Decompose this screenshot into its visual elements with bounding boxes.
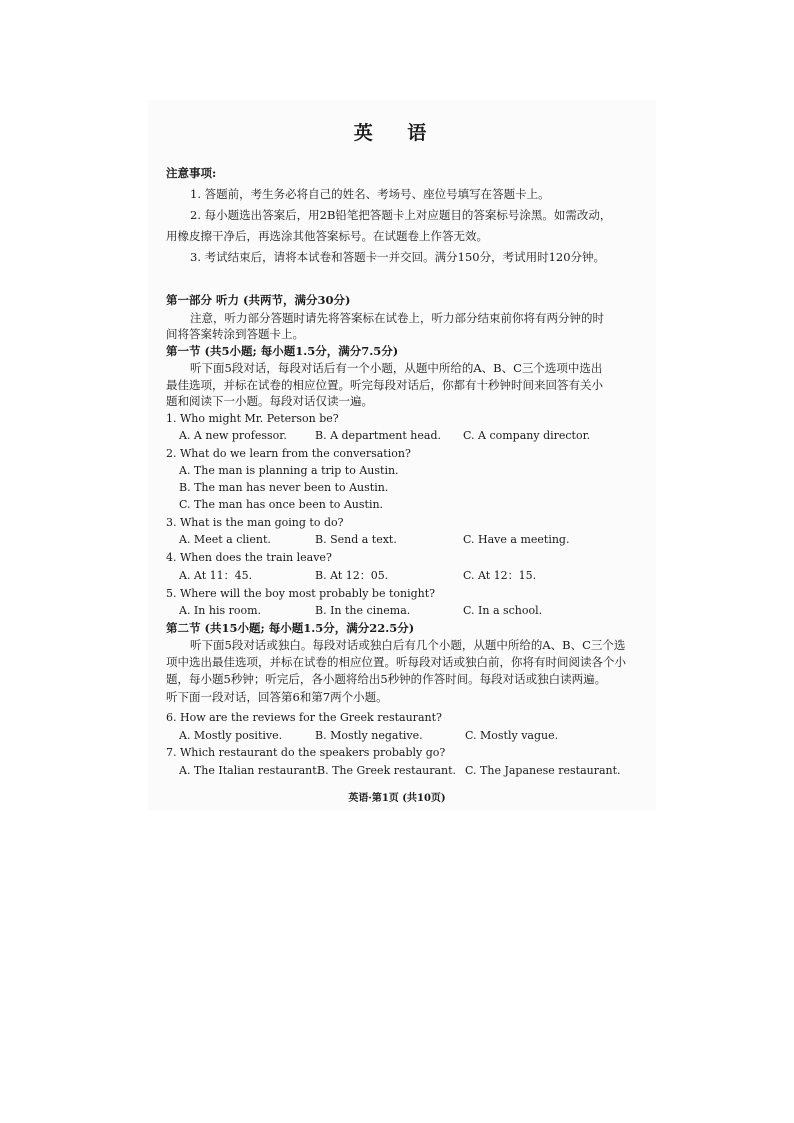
question-1-stem: 1. Who might Mr. Peterson be? bbox=[166, 412, 339, 425]
notice-item-2-line-2: 用橡皮擦干净后，再选涂其他答案标号。在试题卷上作答无效。 bbox=[166, 229, 488, 243]
notice-item-1: 1. 答题前，考生务必将自己的姓名、考场号、座位号填写在答题卡上。 bbox=[190, 187, 550, 201]
section1-heading: 第一节 (共5小题; 每小题1.5分，满分7.5分) bbox=[166, 344, 399, 358]
section2-instr-line-1: 听下面5段对话或独白。每段对话或独白后有几个小题，从题中所给的A、B、C三个选 bbox=[190, 638, 626, 652]
question-5-option-b: B. In the cinema. bbox=[315, 604, 411, 617]
section1-instr-line-2: 最佳选项，并标在试卷的相应位置。听完每段对话后，你都有十秒钟时间来回答有关小 bbox=[166, 378, 603, 392]
page-footer: 英语·第1页 (共10页) bbox=[348, 793, 446, 804]
question-7-stem: 7. Which restaurant do the speakers probably go? bbox=[166, 746, 446, 759]
question-5-option-a: A. In his room. bbox=[179, 604, 262, 617]
question-2-option-b: B. The man has never been to Austin. bbox=[179, 481, 389, 494]
question-7-option-c: C. The Japanese restaurant. bbox=[465, 764, 621, 777]
question-group-intro: 听下面一段对话，回答第6和第7两个小题。 bbox=[166, 690, 388, 704]
question-3-option-b: B. Send a text. bbox=[315, 533, 397, 546]
section1-instr-line-1: 听下面5段对话，每段对话后有一个小题，从题中所给的A、B、C三个选项中选出 bbox=[190, 361, 603, 375]
question-4-stem: 4. When does the train leave? bbox=[166, 551, 332, 564]
question-6-option-b: B. Mostly negative. bbox=[315, 729, 423, 742]
part1-note-line-2: 间将答案转涂到答题卡上。 bbox=[166, 327, 304, 341]
question-1-option-a: A. A new professor. bbox=[179, 429, 287, 442]
section2-heading: 第二节 (共15小题; 每小题1.5分，满分22.5分) bbox=[166, 621, 415, 635]
notice-heading: 注意事项: bbox=[166, 166, 217, 180]
part1-heading: 第一部分 听力 (共两节，满分30分) bbox=[166, 293, 351, 307]
notice-item-2-line-1: 2. 每小题选出答案后，用2B铅笔把答题卡上对应题目的答案标号涂黑。如需改动， bbox=[190, 208, 612, 222]
question-2-stem: 2. What do we learn from the conversation? bbox=[166, 447, 411, 460]
question-5-option-c: C. In a school. bbox=[463, 604, 543, 617]
question-6-option-c: C. Mostly vague. bbox=[465, 729, 559, 742]
question-3-option-a: A. Meet a client. bbox=[179, 533, 271, 546]
question-4-option-c: C. At 12：15. bbox=[463, 569, 537, 582]
question-6-option-a: A. Mostly positive. bbox=[179, 729, 283, 742]
question-1-option-c: C. A company director. bbox=[463, 429, 591, 442]
notice-item-3: 3. 考试结束后，请将本试卷和答题卡一并交回。满分150分，考试用时120分钟。 bbox=[190, 250, 606, 264]
question-6-stem: 6. How are the reviews for the Greek restaurant? bbox=[166, 711, 442, 724]
question-4-option-a: A. At 11：45. bbox=[179, 569, 253, 582]
section2-instr-line-3: 题，每小题5秒钟；听完后，各小题将给出5秒钟的作答时间。每段对话或独白读两遍。 bbox=[166, 672, 607, 686]
section1-instr-line-3: 题和阅读下一小题。每段对话仅读一遍。 bbox=[166, 394, 373, 408]
section2-instr-line-2: 项中选出最佳选项，并标在试卷的相应位置。听每段对话或独白前，你将有时间阅读各个小 bbox=[166, 655, 626, 669]
question-7-option-b: B. The Greek restaurant. bbox=[317, 764, 457, 777]
question-2-option-c: C. The man has once been to Austin. bbox=[179, 498, 384, 511]
question-5-stem: 5. Where will the boy most probably be tonight? bbox=[166, 587, 436, 600]
question-3-option-c: C. Have a meeting. bbox=[463, 533, 570, 546]
question-2-option-a: A. The man is planning a trip to Austin. bbox=[179, 464, 399, 477]
question-3-stem: 3. What is the man going to do? bbox=[166, 516, 344, 529]
part1-note-line-1: 注意，听力部分答题时请先将答案标在试卷上，听力部分结束前你将有两分钟的时 bbox=[190, 311, 604, 325]
question-1-option-b: B. A department head. bbox=[315, 429, 441, 442]
question-4-option-b: B. At 12：05. bbox=[315, 569, 389, 582]
page-title: 英 语 bbox=[353, 122, 441, 144]
question-7-option-a: A. The Italian restaurant. bbox=[179, 764, 321, 777]
